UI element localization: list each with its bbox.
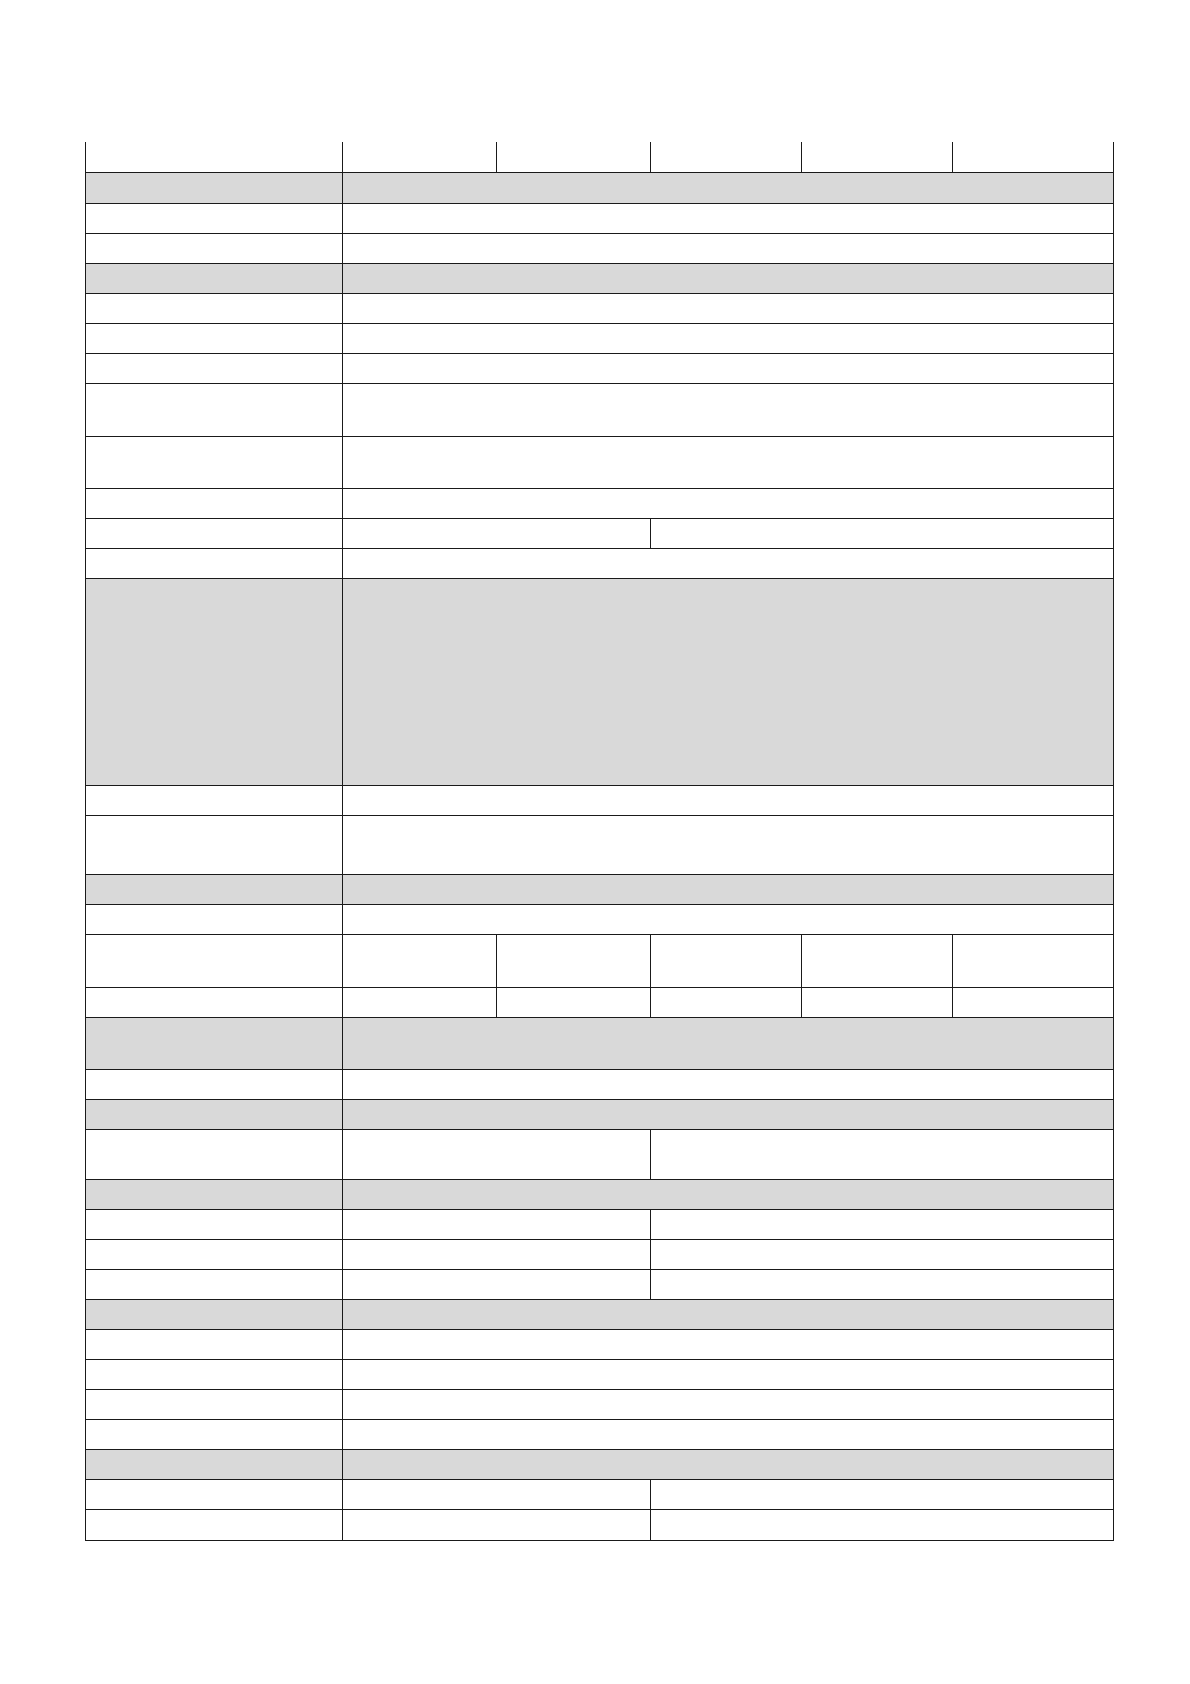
left-border <box>85 142 86 1541</box>
column-divider <box>650 142 651 172</box>
column-divider <box>342 1017 343 1069</box>
column-divider <box>342 353 343 383</box>
section-header-row <box>85 1017 1113 1069</box>
row-rule <box>85 233 1114 234</box>
column-divider <box>342 1239 343 1269</box>
column-divider <box>650 987 651 1017</box>
column-divider <box>342 172 343 203</box>
row-rule <box>85 1017 1114 1018</box>
column-divider <box>342 436 343 488</box>
column-divider <box>342 1179 343 1209</box>
column-divider <box>650 1509 651 1540</box>
row-rule <box>85 203 1114 204</box>
column-divider <box>952 934 953 987</box>
row-rule <box>85 263 1114 264</box>
column-divider <box>342 1419 343 1449</box>
right-border <box>1113 142 1114 1541</box>
column-divider <box>342 293 343 323</box>
column-divider <box>342 1359 343 1389</box>
column-divider <box>342 263 343 293</box>
row-rule <box>85 1239 1114 1240</box>
row-rule <box>85 1179 1114 1180</box>
column-divider <box>650 1479 651 1509</box>
column-divider <box>342 488 343 518</box>
column-divider <box>342 233 343 263</box>
row-rule <box>85 293 1114 294</box>
column-divider <box>342 815 343 874</box>
column-divider <box>496 987 497 1017</box>
row-rule <box>85 904 1114 905</box>
column-divider <box>342 1299 343 1329</box>
row-rule <box>85 934 1114 935</box>
section-header-row <box>85 1099 1113 1129</box>
row-rule <box>85 172 1114 173</box>
row-rule <box>85 1209 1114 1210</box>
row-rule <box>85 383 1114 384</box>
column-divider <box>342 934 343 987</box>
row-rule <box>85 785 1114 786</box>
column-divider <box>342 548 343 578</box>
row-rule <box>85 488 1114 489</box>
column-divider <box>342 1069 343 1099</box>
row-rule <box>85 1509 1114 1510</box>
column-divider <box>342 1479 343 1509</box>
column-divider <box>342 987 343 1017</box>
row-rule <box>85 1449 1114 1450</box>
column-divider <box>650 1269 651 1299</box>
row-rule <box>85 578 1114 579</box>
column-divider <box>342 1269 343 1299</box>
section-header-row <box>85 1299 1113 1329</box>
section-header-row <box>85 263 1113 293</box>
column-divider <box>801 987 802 1017</box>
row-rule <box>85 1269 1114 1270</box>
row-rule <box>85 1419 1114 1420</box>
section-header-row <box>85 874 1113 904</box>
section-header-row <box>85 578 1113 785</box>
column-divider <box>342 383 343 436</box>
column-divider <box>496 934 497 987</box>
column-divider <box>801 142 802 172</box>
column-divider <box>342 1389 343 1419</box>
column-divider <box>342 1329 343 1359</box>
section-header-row <box>85 172 1113 203</box>
column-divider <box>342 323 343 353</box>
column-divider <box>342 142 343 172</box>
column-divider <box>342 1449 343 1479</box>
column-divider <box>342 904 343 934</box>
row-rule <box>85 1479 1114 1480</box>
column-divider <box>342 578 343 785</box>
column-divider <box>342 1209 343 1239</box>
section-header-row <box>85 1179 1113 1209</box>
row-rule <box>85 1099 1114 1100</box>
column-divider <box>342 874 343 904</box>
row-rule <box>85 874 1114 875</box>
section-header-row <box>85 1449 1113 1479</box>
column-divider <box>650 934 651 987</box>
column-divider <box>650 1209 651 1239</box>
row-rule <box>85 323 1114 324</box>
row-rule <box>85 1359 1114 1360</box>
column-divider <box>650 518 651 548</box>
column-divider <box>801 934 802 987</box>
column-divider <box>342 785 343 815</box>
column-divider <box>342 1099 343 1129</box>
column-divider <box>342 518 343 548</box>
row-rule <box>85 518 1114 519</box>
row-rule <box>85 1389 1114 1390</box>
row-rule <box>85 353 1114 354</box>
column-divider <box>342 1509 343 1540</box>
column-divider <box>650 1239 651 1269</box>
column-divider <box>342 203 343 233</box>
row-rule <box>85 815 1114 816</box>
column-divider <box>952 142 953 172</box>
row-rule <box>85 1069 1114 1070</box>
row-rule <box>85 987 1114 988</box>
column-divider <box>342 1129 343 1179</box>
column-divider <box>650 1129 651 1179</box>
row-rule <box>85 436 1114 437</box>
column-divider <box>496 142 497 172</box>
column-divider <box>952 987 953 1017</box>
row-rule <box>85 548 1114 549</box>
row-rule <box>85 1129 1114 1130</box>
row-rule <box>85 1540 1114 1541</box>
row-rule <box>85 1299 1114 1300</box>
row-rule <box>85 1329 1114 1330</box>
